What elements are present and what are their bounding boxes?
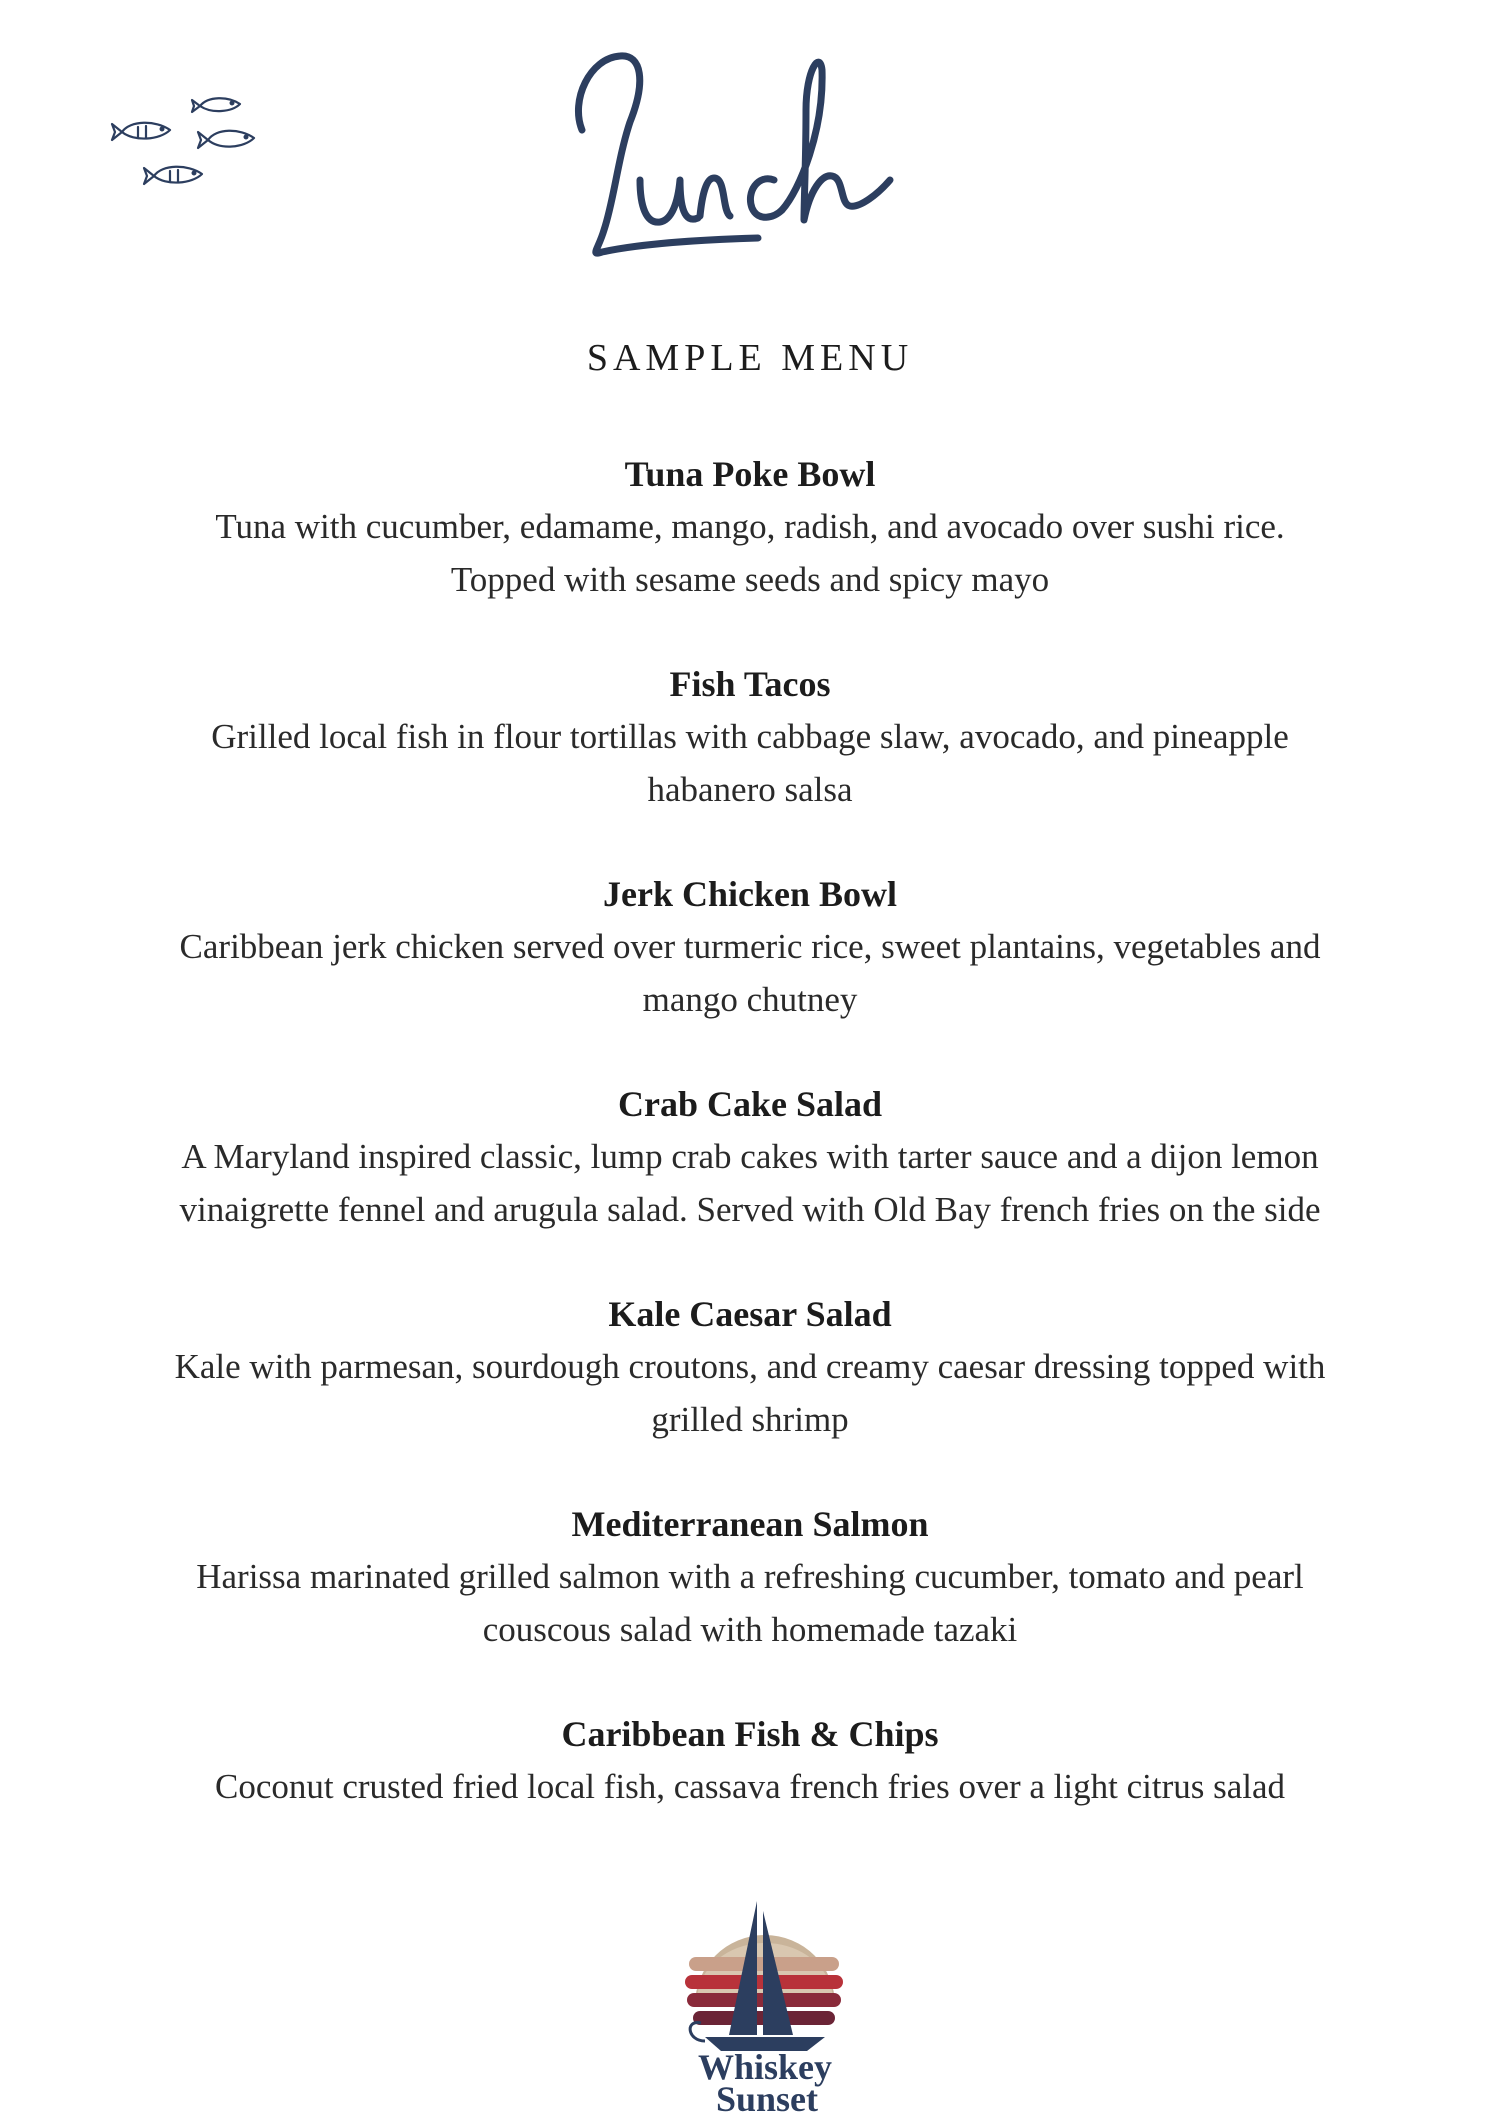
menu-item-description: Harissa marinated grilled salmon with a refreshing cucumber, tomato and pearl couscous salad with homemade tazaki xyxy=(196,1557,1304,1649)
menu-item xyxy=(150,448,1350,606)
menu-item-description: Kale with parmesan, sourdough croutons, and creamy caesar dressing topped with grilled shrimp xyxy=(174,1347,1326,1439)
page-title xyxy=(560,30,960,270)
logo-text-line2: Sunset xyxy=(715,2079,819,2115)
menu-item xyxy=(150,658,1350,816)
fish-icon xyxy=(108,88,288,208)
menu-item xyxy=(150,868,1350,1026)
fish-decoration xyxy=(108,88,288,208)
menu-item-description: Grilled local fish in flour tortillas with cabbage slaw, avocado, and pineapple habanero salsa xyxy=(211,717,1289,809)
menu-item-name: Tuna Poke Bowl xyxy=(624,454,876,494)
menu-item-description: Caribbean jerk chicken served over turmeric rice, sweet plantains, vegetables and mango chutney xyxy=(179,927,1321,1019)
menu-item xyxy=(150,1498,1350,1656)
menu-item xyxy=(150,1288,1350,1446)
menu-item xyxy=(150,1708,1350,1813)
lunch-script-title xyxy=(560,30,960,270)
menu-item-description: A Maryland inspired classic, lump crab cakes with tarter sauce and a dijon lemon vinaigrette fennel and arugula salad. Served with Old Bay french fries on the side xyxy=(179,1137,1321,1229)
menu-item-name: Fish Tacos xyxy=(669,664,831,704)
menu-item-description: Coconut crusted fried local fish, cassava french fries over a light citrus salad xyxy=(214,1767,1286,1806)
menu-item-name: Kale Caesar Salad xyxy=(608,1294,892,1334)
brand-logo xyxy=(675,1895,855,2115)
menu-subtitle: SAMPLE MENU xyxy=(586,337,914,379)
logo-text-line1: Whiskey xyxy=(697,2047,833,2087)
menu-item xyxy=(150,1078,1350,1236)
sailboat-icon xyxy=(675,1895,855,2115)
menu-item-name: Jerk Chicken Bowl xyxy=(602,874,897,914)
menu-item-description: Tuna with cucumber, edamame, mango, radish, and avocado over sushi rice. Topped with sesame seeds and spicy mayo xyxy=(215,507,1285,599)
menu-item-name: Mediterranean Salmon xyxy=(571,1504,929,1544)
menu-item-name: Caribbean Fish & Chips xyxy=(561,1714,939,1754)
menu-item-name: Crab Cake Salad xyxy=(617,1084,883,1124)
menu-list xyxy=(150,448,1350,1865)
